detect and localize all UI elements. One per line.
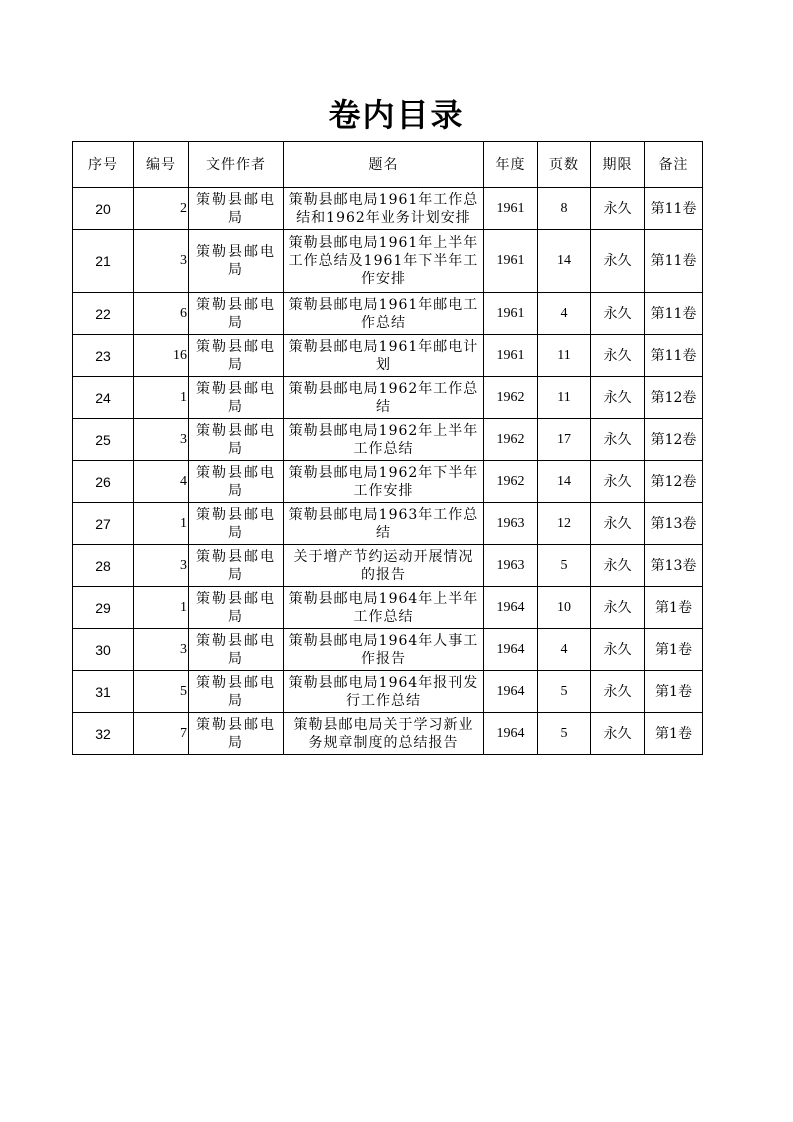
table-row [73, 545, 703, 587]
cell-note: 第11卷 [645, 293, 703, 335]
cell-term: 永久 [591, 629, 645, 671]
cell-author: 策勒县邮电局 [189, 335, 284, 377]
header-term: 期限 [591, 142, 645, 188]
cell-note: 第11卷 [645, 188, 703, 230]
header-pages: 页数 [538, 142, 591, 188]
cell-num: 6 [134, 293, 189, 335]
table-row [73, 461, 703, 503]
table-row [73, 671, 703, 713]
cell-note: 第1卷 [645, 671, 703, 713]
cell-num: 5 [134, 671, 189, 713]
cell-term: 永久 [591, 503, 645, 545]
cell-year: 1964 [484, 587, 538, 629]
cell-seq: 27 [73, 503, 134, 545]
cell-year: 1962 [484, 419, 538, 461]
table-row [73, 230, 703, 293]
cell-title: 策勒县邮电局1962年下半年工作安排 [284, 461, 484, 503]
cell-year: 1963 [484, 545, 538, 587]
cell-year: 1964 [484, 713, 538, 755]
cell-pages: 11 [538, 377, 591, 419]
cell-num: 7 [134, 713, 189, 755]
header-num: 编号 [134, 142, 189, 188]
table-row [73, 587, 703, 629]
cell-seq: 29 [73, 587, 134, 629]
cell-seq: 30 [73, 629, 134, 671]
cell-seq: 20 [73, 188, 134, 230]
cell-author: 策勒县邮电局 [189, 503, 284, 545]
cell-author: 策勒县邮电局 [189, 629, 284, 671]
cell-pages: 11 [538, 335, 591, 377]
table-row [73, 377, 703, 419]
cell-title: 关于增产节约运动开展情况的报告 [284, 545, 484, 587]
cell-note: 第12卷 [645, 419, 703, 461]
cell-note: 第12卷 [645, 461, 703, 503]
cell-note: 第1卷 [645, 713, 703, 755]
cell-title: 策勒县邮电局1962年上半年工作总结 [284, 419, 484, 461]
cell-author: 策勒县邮电局 [189, 671, 284, 713]
cell-pages: 4 [538, 293, 591, 335]
table-header-row [73, 142, 703, 188]
cell-note: 第13卷 [645, 503, 703, 545]
table-row [73, 293, 703, 335]
cell-term: 永久 [591, 545, 645, 587]
cell-year: 1964 [484, 629, 538, 671]
cell-num: 3 [134, 629, 189, 671]
cell-year: 1961 [484, 293, 538, 335]
cell-author: 策勒县邮电局 [189, 587, 284, 629]
cell-title: 策勒县邮电局1961年上半年工作总结及1961年下半年工作安排 [284, 230, 484, 293]
table-row [73, 503, 703, 545]
cell-author: 策勒县邮电局 [189, 377, 284, 419]
cell-pages: 14 [538, 461, 591, 503]
header-seq: 序号 [73, 142, 134, 188]
cell-author: 策勒县邮电局 [189, 461, 284, 503]
cell-term: 永久 [591, 293, 645, 335]
cell-seq: 22 [73, 293, 134, 335]
cell-seq: 21 [73, 230, 134, 293]
cell-pages: 5 [538, 545, 591, 587]
cell-year: 1962 [484, 377, 538, 419]
cell-num: 2 [134, 188, 189, 230]
cell-pages: 5 [538, 713, 591, 755]
cell-title: 策勒县邮电局1964年上半年工作总结 [284, 587, 484, 629]
cell-seq: 32 [73, 713, 134, 755]
cell-seq: 28 [73, 545, 134, 587]
cell-seq: 26 [73, 461, 134, 503]
cell-num: 1 [134, 377, 189, 419]
cell-term: 永久 [591, 419, 645, 461]
cell-note: 第12卷 [645, 377, 703, 419]
cell-pages: 12 [538, 503, 591, 545]
cell-author: 策勒县邮电局 [189, 230, 284, 293]
cell-num: 3 [134, 419, 189, 461]
cell-term: 永久 [591, 188, 645, 230]
cell-title: 策勒县邮电局关于学习新业务规章制度的总结报告 [284, 713, 484, 755]
cell-term: 永久 [591, 461, 645, 503]
cell-author: 策勒县邮电局 [189, 293, 284, 335]
cell-note: 第13卷 [645, 545, 703, 587]
cell-num: 1 [134, 503, 189, 545]
cell-pages: 10 [538, 587, 591, 629]
cell-pages: 8 [538, 188, 591, 230]
cell-pages: 4 [538, 629, 591, 671]
cell-title: 策勒县邮电局1961年邮电计划 [284, 335, 484, 377]
cell-term: 永久 [591, 335, 645, 377]
cell-author: 策勒县邮电局 [189, 713, 284, 755]
cell-note: 第11卷 [645, 230, 703, 293]
cell-pages: 17 [538, 419, 591, 461]
cell-title: 策勒县邮电局1961年工作总结和1962年业务计划安排 [284, 188, 484, 230]
cell-title: 策勒县邮电局1964年人事工作报告 [284, 629, 484, 671]
cell-title: 策勒县邮电局1964年报刊发行工作总结 [284, 671, 484, 713]
table-row [73, 419, 703, 461]
cell-year: 1964 [484, 671, 538, 713]
cell-note: 第1卷 [645, 629, 703, 671]
cell-num: 3 [134, 230, 189, 293]
cell-term: 永久 [591, 377, 645, 419]
cell-seq: 25 [73, 419, 134, 461]
header-note: 备注 [645, 142, 703, 188]
table-row [73, 335, 703, 377]
cell-year: 1961 [484, 335, 538, 377]
cell-author: 策勒县邮电局 [189, 545, 284, 587]
cell-note: 第1卷 [645, 587, 703, 629]
cell-term: 永久 [591, 713, 645, 755]
cell-num: 4 [134, 461, 189, 503]
cell-term: 永久 [591, 587, 645, 629]
catalog-table [72, 141, 703, 755]
cell-year: 1961 [484, 188, 538, 230]
cell-title: 策勒县邮电局1961年邮电工作总结 [284, 293, 484, 335]
cell-seq: 31 [73, 671, 134, 713]
cell-title: 策勒县邮电局1962年工作总结 [284, 377, 484, 419]
cell-pages: 5 [538, 671, 591, 713]
table-row [73, 188, 703, 230]
cell-year: 1961 [484, 230, 538, 293]
cell-term: 永久 [591, 671, 645, 713]
table-row [73, 629, 703, 671]
header-year: 年度 [484, 142, 538, 188]
page-title: 卷内目录 [328, 96, 465, 134]
cell-num: 3 [134, 545, 189, 587]
cell-num: 16 [134, 335, 189, 377]
cell-year: 1962 [484, 461, 538, 503]
cell-term: 永久 [591, 230, 645, 293]
cell-title: 策勒县邮电局1963年工作总结 [284, 503, 484, 545]
cell-author: 策勒县邮电局 [189, 188, 284, 230]
cell-author: 策勒县邮电局 [189, 419, 284, 461]
header-author: 文件作者 [189, 142, 284, 188]
table-row [73, 713, 703, 755]
cell-seq: 23 [73, 335, 134, 377]
cell-note: 第11卷 [645, 335, 703, 377]
cell-year: 1963 [484, 503, 538, 545]
cell-num: 1 [134, 587, 189, 629]
cell-seq: 24 [73, 377, 134, 419]
cell-pages: 14 [538, 230, 591, 293]
header-title: 题名 [284, 142, 484, 188]
